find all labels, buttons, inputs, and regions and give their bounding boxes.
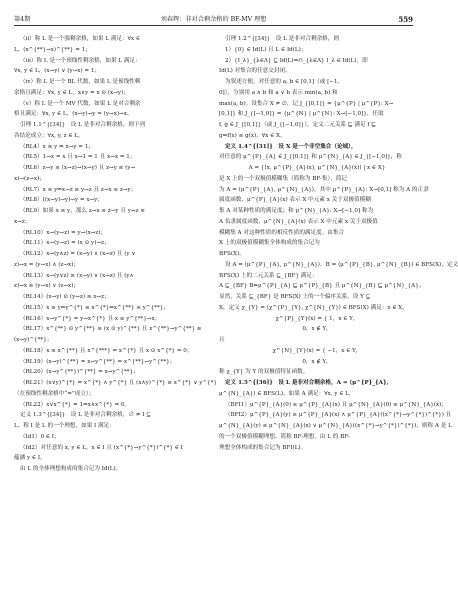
text-line: 引理 1.1^{[34]} 设 L 是非对合剩余格，则下列: [20, 122, 146, 128]
text-line: （v）称 L 是一个 MV 代数，如果 L 是对合剩余: [20, 100, 141, 107]
text-line: （RL14）(x→y) ⊙ (y→z) ≤ x→z；: [20, 294, 110, 300]
text-line: 显然，关系 ⊆_{BF} 是 BFS(X) 上的一个偏序关系。设 Y ⊆: [219, 294, 371, 300]
text-line: 理想全体构成的集合记为 BFI(L)。: [219, 444, 307, 451]
text-line: 且: [219, 337, 225, 343]
text-line: χ^{P}_{Y}(x) = { 1，x ∈ Y，: [275, 315, 359, 322]
text-line: 集 A 对某种性质的满足度；和 μ^{N}_{A}: X→[−1,0] 称为: [219, 208, 374, 214]
text-line: 模糊集 A 对这种性质的相反性质的满足度。由集合: [219, 229, 345, 236]
text-line: L，(x^{**}→x)^{**} = 1；: [14, 46, 91, 53]
text-line: χ^{N}_{Y}(x) = { −1，x ∈ Y，: [272, 347, 362, 354]
text-line: z)→x = (y→x) ∧ (z→x)；: [14, 261, 79, 268]
text-line: （RL22）x∨x^{*} = 1⇔x∧x^{*} = 0。: [20, 401, 131, 408]
text-line: 各结论成立：∀x, y, z ∈ L，: [14, 132, 84, 139]
text-line: z)→x ≥ (y→x) ∨ (z→x)；: [14, 283, 79, 290]
text-line: （在预线性剩余格中“=”成立）；: [14, 390, 95, 397]
text-line: ∀x, y ∈ L，(x→y) ∨ (y→x) = 1；: [14, 68, 101, 75]
text-line: x→z；: [14, 218, 31, 225]
text-line: （RL6）z→y ≤ (x→z)→(x→y) 且 z→y ≤ (y→: [20, 165, 136, 171]
text-line: （Id2）对任意的 x, y ∈ L，x ∈ I 且 (x^{*}→y^{*})^{*} ∈ I: [20, 444, 183, 451]
text-line: （RL20）(x→y^{**})^{**} = x→y^{**}；: [20, 369, 139, 376]
text-line: 0，x ∉ Y，: [302, 358, 332, 365]
text-line: （RL19）(x→y)^{**} = x→y^{**} = x^{**}→y^{**}；: [20, 358, 176, 365]
text-line: （RL8）((x→y)→y)→y = x→y；: [20, 197, 103, 204]
text-line: （RL16）x→y^{*} = y→x^{*} 且 x ≤ y^{**}→x；: [20, 315, 161, 322]
text-line: （RL11）x→(y→z) = (x ⊙ y)→z；: [20, 240, 110, 247]
text-line: A 负隶属度函数，μ^{N}_{A}(x) 表示 X 中元素 x 关于双极值: [219, 218, 378, 225]
text-line: 为 A = ⟨μ^{P}_{A}, μ^{N}_{A}⟩。其中 μ^{P}_{A}: X→[0,1] 称为 A 的正隶: [219, 186, 429, 193]
text-line: L。称 I 是 L 的一个理想，如果 I 满足：: [14, 423, 115, 429]
text-line: A = {⟨x, μ^{P}_{A}(x), μ^{N}_{A}(x)⟩ | x ∈ X}: [248, 165, 386, 171]
text-line: X，定义 χ_{Y} = ⟨χ^{P}_{Y}, χ^{N}_{Y}⟩ ∈ BFS(X) 满足：x ∈ X，: [219, 304, 408, 311]
text-line: （iv）称 L 是一个 BL 代数，如果 L 是预线性剩: [20, 79, 141, 85]
text-line: 定义 1.4^{[31]} 设 X 是一个非空集合（论域），: [225, 143, 357, 150]
text-line: 属度函数，μ^{P}_{A}(x) 表示 X 中元素 x 关于双极值模糊: [219, 197, 371, 204]
text-line: (x→y)^{**}；: [14, 337, 53, 343]
text-line: 对任意的 μ^{P}_{A} ∈ J_{[0,1]} 和 μ^{N}_{A} ∈ J_{[−1,0]}，称: [219, 154, 402, 161]
text-line: （RL13）x→(y∨z) ≥ (x→y) ∨ (x→z) 且 (y∧: [20, 272, 134, 279]
text-line: （RL12）x→(y∧z) = (x→y) ∧ (x→z) 且 (y ∨: [20, 251, 136, 257]
text-line: x)→(z→x)；: [14, 175, 45, 182]
text-line: X 上的双极值模糊集全体构成的集合记为: [219, 240, 320, 247]
right-column: [219, 34, 458, 594]
page-number: 559: [398, 15, 413, 24]
running-header: [14, 14, 413, 26]
text-line: （RL10）x→(y→z) = y→(x→z)；: [20, 229, 107, 236]
text-line: 是 X 上的一个双极值模糊集（简称为 BF-集），简记: [219, 175, 348, 182]
text-line: （Id1）0 ∈ I；: [20, 433, 60, 440]
text-line: （RL5）1→x = x 且 x→1 = 1 且 x→x = 1；: [20, 154, 136, 161]
text-line: （iii）称 L 是一个预线性剩余格，如果 L 满足：: [20, 57, 141, 64]
text-line: （BFI1）μ^{P}_{A}(0) ≥ μ^{P}_{A}(x) 且 μ^{N}_{A}(0) ≤ μ^{N}_{A}(x)；: [225, 401, 447, 408]
text-line: A ⊆_{BF} B⇔μ^{P}_{A} ⊑ μ^{P}_{B} 且 μ^{N}_{B} ⊑ μ^{N}_{A}。: [219, 283, 425, 290]
text-line: （RL9）如果 x ≤ y，那么 z→x ≤ z→y 且 y→z ≤: [20, 208, 145, 214]
text-line: 引理 1.2^{[34]} 设 L 是非对合剩余格，则: [225, 36, 339, 42]
text-line: （BFI2）μ^{P}_{A}(y) ≥ μ^{P}_{A}(x) ∧ μ^{P}_{A}((x^{*}→y^{*})^{*}) 且: [225, 412, 452, 419]
running-title: 刘春辉：非对合剩余格的 BF-MV 理想: [160, 16, 267, 23]
text-line: max(a, b)。设集合 X ≠ ∅，记 J_{[0,1]} = {μ^{P} | μ^{P}: X→: [219, 100, 394, 107]
text-line: （RL17）x^{**} ⊙ y^{**} ≤ (x ⊙ y)^{**} 且 x^{**}→y^{**} ≥: [20, 326, 202, 333]
text-line: 定义 1.3^{[34]} 设 L 是非对合剩余格，∅ ≠ I ⊆: [20, 412, 151, 419]
text-line: 格且满足：∀x, y ∈ L，(x→y)→y = (y→x)→x。: [14, 111, 133, 118]
left-column: [14, 34, 217, 594]
text-line: 为叙述方便，对任意的 a, b ∈ [0,1]（或 [−1,: [225, 79, 340, 85]
text-line: BFS(X)。: [219, 251, 245, 257]
text-line: μ^{N}_{A}(y) ≤ μ^{N}_{A}(x) ∨ μ^{N}_{A}((x^{*}→y^{*})^{*})，则称 A 是 L: [219, 423, 452, 429]
text-line: 0]），分别用 a ∧ b 和 a ∨ b 表示 min(a, b) 和: [219, 89, 338, 96]
text-line: （RL4）x ≤ y ⇔ x→y = 1；: [20, 143, 94, 150]
text-line: 2）{I_λ}_{λ∈Λ} ⊆ Id(L)⇒∩_{λ∈Λ} I_λ ∈ Id(L)，即: [225, 57, 368, 64]
text-line: 由 L 的全体理想构成的集合记为 Id(L)。: [20, 466, 122, 472]
text-line: 的一个双极值模糊理想，简称 BF-理想。由 L 的 BF-: [219, 433, 350, 440]
text-line: 蕴涵 y ∈ I。: [14, 455, 46, 462]
text-line: （RL21）(x∨y)^{*} = x^{*} ∧ y^{*} 且 (x∧y)^{*} ≥ x^{*} ∨ y^{*}: [20, 380, 217, 386]
text-line: 称 χ_{Y} 为 Y 的双极值特征函数。: [219, 369, 309, 376]
text-line: Id(L) 对集合的任意交封闭。: [219, 68, 291, 75]
text-line: 余格且满足：∀x, y ∈ L，x∧y = x ⊙ (x→y)；: [14, 89, 129, 96]
text-line: g⇔f(x) ≤ g(x)，∀x ∈ X。: [219, 132, 286, 139]
text-line: μ^{N}_{A}⟩ ∈ BFS(L)。如果 A 满足：∀x, y ∈ L，: [219, 390, 355, 397]
text-line: （ii）称 L 是一个强剩余格，如果 L 满足：∀x ∈: [20, 36, 141, 42]
text-line: BFS(X) 上的二元关系 ⊆_{BF} 满足：: [219, 272, 318, 279]
text-line: f, g ∈ J_{[0,1]}（或 J_{[−1,0]}），定义二元关系 ⊑ 满足 f ⊑: [219, 122, 376, 128]
text-line: （RL7）x ≤ y⇒x→z ≥ y→z 且 z→x ≤ z→y；: [20, 186, 137, 193]
text-line: （RL15）x ≤ y⇒y^{*} ≤ x^{*}⇒x^{**} ≤ y^{**}；: [20, 304, 169, 311]
text-line: 0，x ∉ Y，: [302, 326, 332, 333]
text-line: 定义 1.5^{[36]} 设 L 是非对合剩余格，A = ⟨μ^{P}_{A},: [225, 380, 389, 386]
text-line: [0,1]} 和 J_{[−1,0]} = {μ^{N} | μ^{N}: X→[−1,0]}，任取: [219, 111, 384, 118]
issue-number: 第4期: [14, 16, 31, 23]
text-line: （RL18）x ≤ x^{**} 且 x^{***} = x^{*} 且 x ⊙ x^{*} = 0；: [20, 347, 193, 354]
text-line: 设 A = ⟨μ^{P}_{A}, μ^{N}_{A}⟩，B = ⟨μ^{P}_{B}, μ^{N}_{B}⟩ ∈ BFS(X)，定义: [225, 261, 458, 268]
text-line: 1）{0} ∈ Id(L) 且 L ∈ Id(L)；: [225, 46, 307, 53]
